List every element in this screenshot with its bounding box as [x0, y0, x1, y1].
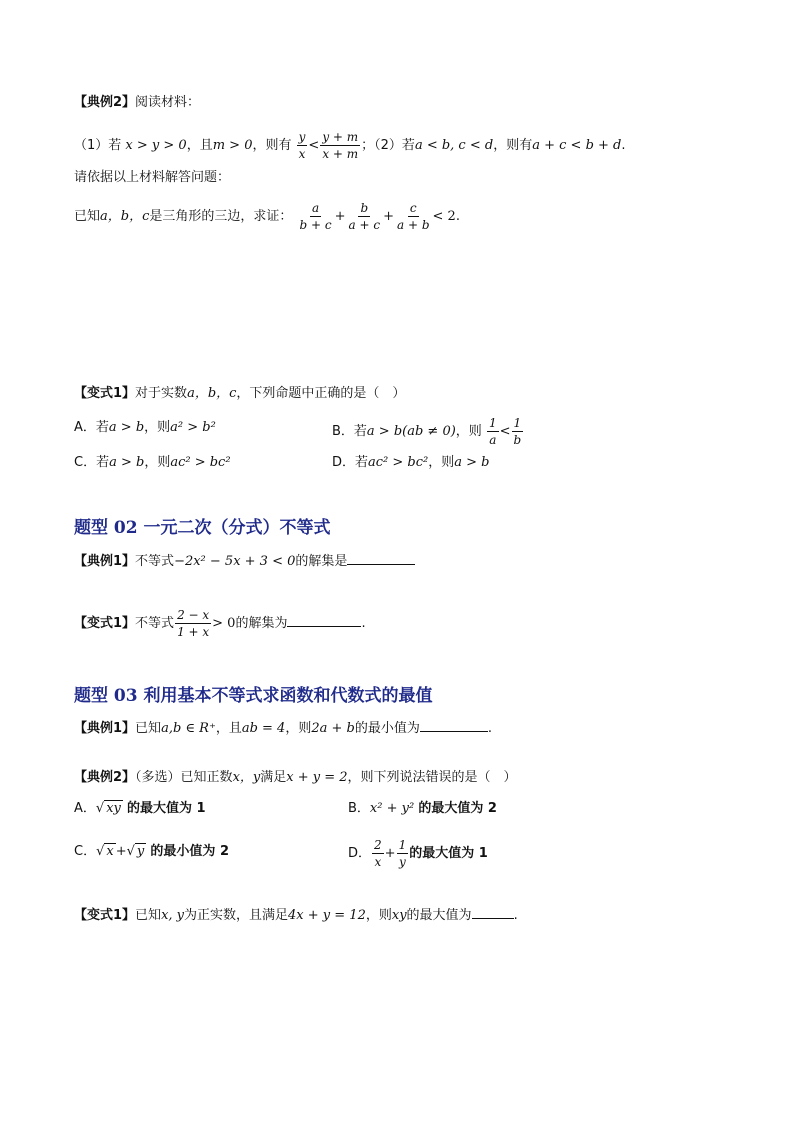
- sqrt-x: √ x: [96, 844, 114, 859]
- section-03-option-d: D． $\frac{2}{x}$ + $\frac{1}{y}$ 的最大值为 1: [348, 838, 488, 869]
- sqrt-xy: √ xy: [95, 801, 121, 816]
- variant-1-option-c: C．若a > b，则ac² > bc²: [74, 455, 231, 470]
- fraction-b: $\frac{b}{a + c}$: [348, 201, 381, 232]
- section-03-option-b: B．x² + y² 的最大值为 2: [348, 801, 497, 816]
- fraction-a: $\frac{a}{b + c}$: [299, 201, 332, 232]
- variant-1-option-d: D．若ac² > bc²，则a > b: [332, 455, 490, 470]
- fraction-c: $\frac{c}{a + b}$: [397, 201, 430, 232]
- fraction-1-over-a: $\frac{1}{a}$: [488, 416, 497, 447]
- variant-1-stem: 【变式1】对于实数a，b，c，下列命题中正确的是（ ）: [74, 386, 406, 401]
- section-03-example-2: 【典例2】（多选）已知正数x，y满足x + y = 2，则下列说法错误的是（ ）: [74, 770, 517, 785]
- variant-1-option-a: A．若a > b，则a² > b²: [74, 420, 216, 435]
- answer-blank[interactable]: [420, 717, 488, 732]
- section-03-variant-1: 【变式1】已知x, y为正实数，且满足4x + y = 12，则xy的最大值为 .: [74, 904, 518, 926]
- answer-blank[interactable]: [287, 612, 361, 627]
- example-2-material: （1）若 x > y > 0，且m > 0，则有 $\frac{y}{x}$ < $\frac{y + m}{x + m}$ ；（2）若a < b, c < d，则有a + c < b + d.: [74, 130, 626, 161]
- fraction-y-over-x: $\frac{y}{x}$: [298, 130, 306, 161]
- section-03-option-c: C．√ x +√ y 的最小值为 2: [74, 842, 229, 862]
- variant-1-option-b: B．若a > b(ab ≠ 0)，则 $\frac{1}{a}$ < $\frac{1}{b}$: [332, 416, 522, 447]
- fraction-2-x-over-1-x: $\frac{2 - x}{1 + x}$: [177, 608, 210, 639]
- answer-blank[interactable]: [472, 904, 514, 919]
- section-heading-02: 题型 02 一元二次（分式）不等式: [74, 518, 331, 538]
- fraction-1-over-y: $\frac{1}{y}$: [398, 838, 407, 869]
- section-02-variant-1: 【变式1】不等式 $\frac{2 - x}{1 + x}$ > 0的解集为 .: [74, 608, 366, 639]
- sqrt-y: √ y: [126, 844, 145, 859]
- example-2-prompt: 请依据以上材料解答问题：: [74, 170, 231, 185]
- section-03-example-1: 【典例1】已知a,b ∈ R⁺，且ab = 4，则2a + b的最小值为 .: [74, 717, 492, 739]
- section-03-option-a: A．√ xy 的最大值为 1: [74, 799, 206, 819]
- section-02-example-1: 【典例1】不等式−2x² − 5x + 3 < 0的解集是: [74, 550, 415, 572]
- fraction-1-over-b: $\frac{1}{b}$: [513, 416, 522, 447]
- answer-blank[interactable]: [347, 550, 415, 565]
- section-heading-03: 题型 03 利用基本不等式求函数和代数式的最值: [74, 686, 433, 706]
- fraction-2-over-x: $\frac{2}{x}$: [374, 838, 382, 869]
- example-2-question: 已知a，b，c是三角形的三边，求证： $\frac{a}{b + c}$ + $\frac{b}{a + c}$ + $\frac{c}{a + b}$ < 2.: [74, 201, 460, 232]
- example-2-title: 【典例2】阅读材料：: [74, 95, 201, 110]
- fraction-ym-over-xm: $\frac{y + m}{x + m}$: [322, 130, 359, 161]
